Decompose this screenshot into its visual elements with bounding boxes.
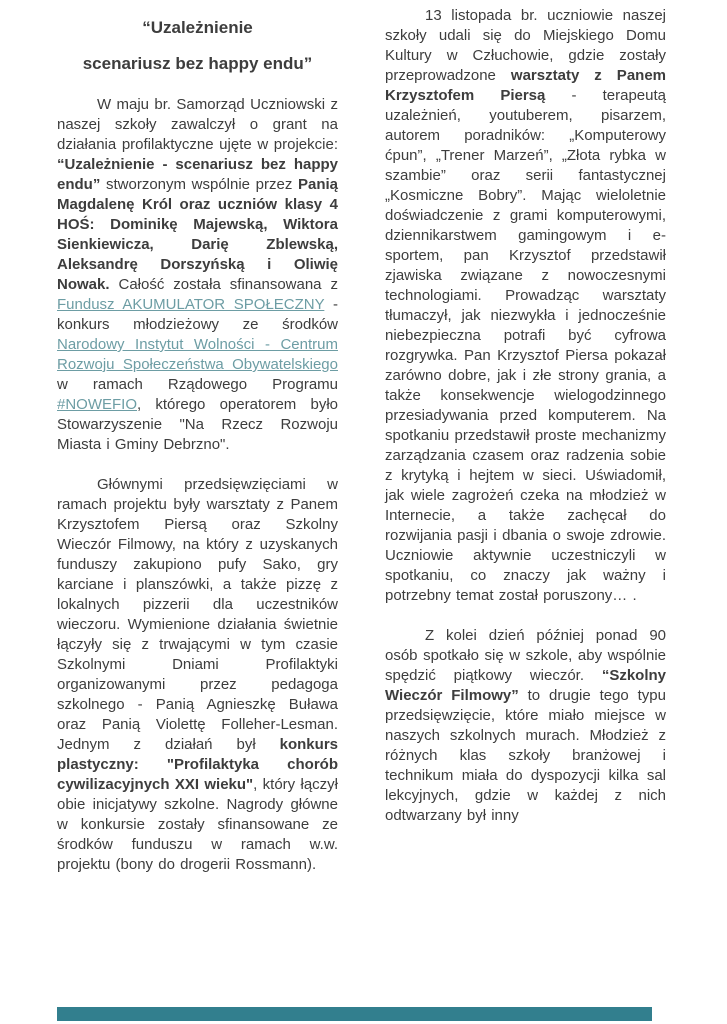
text-segment: W maju br. Samorząd Uczniowski z naszej szkoły zawalczył o grant na działania profilaktyczne ujęte w projekcie: — [57, 96, 338, 153]
fundusz-akumulator-link[interactable]: Fundusz AKUMULATOR SPOŁECZNY — [57, 296, 325, 313]
text-segment: stworzonym wspólnie przez — [100, 176, 298, 193]
text-segment: - konkurs młodzieżowy ze środków — [57, 296, 338, 333]
text-segment: Całość została sfinansowana z — [109, 276, 338, 293]
text-segment: Panią Magdalenę Król oraz uczniów klasy 4 HOŚ: Dominikę Majewską, Wiktora Sienkiewicza, Darię Zblewską, Aleksandrę Dorszyńską i Oliwię Nowak. — [57, 176, 338, 293]
text-segment: , który łączył obie inicjatywy szkolne. Nagrody główne w konkursie zostały sfinansowane ze środków funduszu w ramach w.w. projektu (bony do drogerii Rossmann). — [57, 776, 338, 873]
title-line-1: “Uzależnienie — [142, 18, 253, 37]
text-segment: , którego operatorem było Stowarzyszenie "Na Rzecz Rozwoju Miasta i Gminy Debrzno". — [57, 396, 338, 453]
two-column-layout — [57, 6, 667, 895]
text-segment: “Szkolny Wieczór Filmowy” — [385, 667, 666, 704]
text-segment: Głównymi przedsięwzięciami w ramach projektu były warsztaty z Panem Krzysztofem Piersą oraz Szkolny Wieczór Filmowy, na który z uzyskanych funduszy zakupiono pufy Sako, gry karciane i planszówki, a także pizzę z lokalnych pizzerii dla uczestników wieczoru. Wymienione działania świetnie łączyły się z trwającymi w tym czasie Szkolnymi Dniami Profilaktyki organizowanymi przez pedagoga szkolnego - Panią Agnieszkę Buława oraz Panią Violettę Folleher-Lesman. Jednym z działań był — [57, 476, 338, 753]
text-segment: - terapeutą uzależnień, youtuberem, pisarzem, autorem poradników: „Komputerowy ćpun”, „Trener Marzeń”, „Złota rybka w szambie” oraz serii fantastycznej „Kosmiczne Bobry”. Mając wieloletnie doświadczenie z grami komputerowymi, dziennikarstwem gamingowym i e-sportem, pan Krzysztof przedstawił zjawiska związane z nowoczesnymi technologiami. Prowadząc warsztaty tłumaczył, jak niezwykła i jednocześnie niebezpieczna potrafi być cyfrowa rozgrywka. Pan Krzysztof Piersa pokazał zarówno dobre, jak i złe strony grania, a także konsekwencje wielogodzinnego przesiadywania przed komputerem. Na spotkaniu przedstawił proste mechanizmy zarządzania czasem oraz radzenia sobie z krytyką i hejtem w sieci. Uświadomił, jak wiele zagrożeń czeka na młodzież w Internecie, a także zachęcał do rozwijania pasji i dbania o swoje zdrowie. Uczniowie aktywnie uczestniczyli w spotkaniu, co znaczy jak ważny i potrzebny temat został poruszony… . — [385, 87, 666, 604]
text-segment: warsztaty z Panem Krzysztofem Piersą — [385, 67, 666, 104]
text-segment: “Uzależnienie - scenariusz bez happy endu” — [57, 156, 338, 193]
left-column-paragraphs — [57, 95, 338, 875]
paragraph — [385, 6, 666, 606]
text-segment: Z kolei dzień później ponad 90 osób spotkało się w szkole, aby wspólnie spędzić piątkowy wieczór. — [385, 627, 666, 684]
right-column — [385, 6, 666, 895]
title-line-2: scenariusz bez happy endu” — [82, 54, 313, 73]
nowefio-hashtag-link[interactable]: #NOWEFIO — [57, 396, 138, 413]
paragraph — [57, 475, 338, 875]
article-title — [57, 10, 338, 82]
right-column-paragraphs — [385, 6, 666, 826]
paragraph — [57, 95, 338, 455]
left-column — [57, 6, 338, 895]
bottom-teal-bar — [57, 1007, 652, 1021]
text-segment: 13 listopada br. uczniowie naszej szkoły udali się do Miejskiego Domu Kultury w Człuchowie, gdzie zostały przeprowadzone — [385, 7, 666, 84]
text-segment: w ramach Rządowego Programu — [57, 376, 338, 393]
narodowy-instytut-link[interactable]: Narodowy Instytut Wolności - Centrum Rozwoju Społeczeństwa Obywatelskiego — [57, 336, 338, 373]
text-segment: konkurs plastyczny: "Profilaktyka chorób cywilizacyjnych XXI wieku" — [57, 736, 338, 793]
text-segment: to drugie tego typu przedsięwzięcie, które miało miejsce w naszych szkolnych murach. Młodzież z różnych klas szkoły branżowej i technikum miała do dyspozycji kilka sal lekcyjnych, gdzie w każdej z nich odtwarzany był inny — [385, 687, 666, 824]
paragraph — [385, 626, 666, 826]
